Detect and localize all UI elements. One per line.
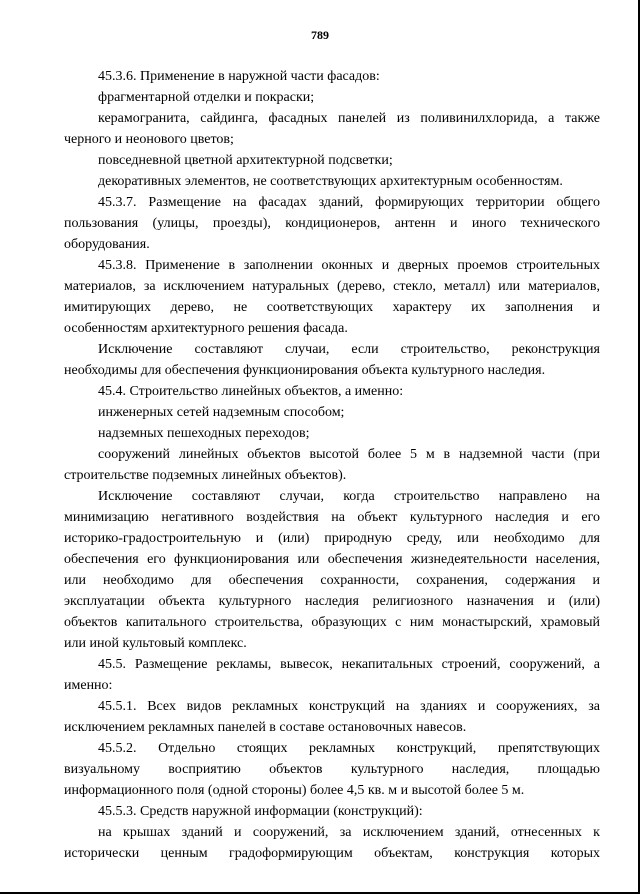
text-line: 45.5.3. Средств наружной информации (конструкций):: [98, 804, 423, 819]
text-line: 45.5.2. Отдельно стоящих рекламных конструкций, препятствующих: [98, 741, 600, 756]
text-line: инженерных сетей надземным способом;: [98, 405, 345, 420]
text-line: декоративных элементов, не соответствующих архитектурным особенностям.: [98, 174, 563, 189]
text-line: 45.5.1. Всех видов рекламных конструкций на зданиях и сооружениях, за: [98, 699, 600, 714]
text-line: особенностям архитектурного решения фасада.: [64, 321, 348, 336]
text-line: 45.3.8. Применение в заполнении оконных и дверных проемов строительных: [98, 258, 600, 273]
text-line: Исключение составляют случаи, когда строительство направлено на: [98, 489, 600, 504]
text-line: минимизацию негативного воздействия на объект культурного наследия и его: [64, 510, 600, 525]
text-line: 45.4. Строительство линейных объектов, а именно:: [98, 384, 404, 399]
text-line: 45.3.6. Применение в наружной части фасадов:: [98, 69, 380, 84]
text-line: имитирующих дерево, не соответствующих характеру их заполнения и: [64, 300, 600, 315]
text-line: строительстве подземных линейных объектов).: [64, 468, 347, 483]
text-line: 45.3.7. Размещение на фасадах зданий, формирующих территории общего: [98, 195, 600, 210]
text-line: или иной культовый комплекс.: [64, 636, 247, 651]
text-line: историко-градостроительную и (или) природную среду, или необходимо для: [64, 531, 600, 546]
text-line: информационного поля (одной стороны) более 4,5 кв. м и высотой более 5 м.: [64, 783, 525, 798]
document-body: [64, 66, 600, 864]
text-line: объектов капитального строительства, образующих с ним монастырский, храмовый: [64, 615, 600, 630]
page-number: 789: [311, 28, 329, 42]
text-line: керамогранита, сайдинга, фасадных панелей из поливинилхлорида, а также: [98, 111, 600, 126]
text-line: эксплуатации объекта культурного наследия религиозного назначения и (или): [64, 594, 600, 609]
text-line: 45.5. Размещение рекламы, вывесок, некапитальных строений, сооружений, а: [98, 657, 600, 672]
text-line: необходимы для обеспечения функционирования объекта культурного наследия.: [64, 363, 546, 378]
text-line: исключением рекламных панелей в составе остановочных навесов.: [64, 720, 467, 735]
text-line: оборудования.: [64, 237, 150, 252]
text-line: исторически ценным градоформирующим объектам, конструкция которых: [64, 846, 600, 861]
text-line: обеспечения его функционирования или обеспечения жизнедеятельности населения,: [64, 552, 600, 567]
text-line: сооружений линейных объектов высотой более 5 м в надземной части (при: [98, 447, 600, 462]
text-line: или необходимо для обеспечения сохранности, сохранения, содержания и: [64, 573, 600, 588]
text-line: пользования (улицы, проезды), кондиционеров, антенн и иного технического: [64, 216, 600, 231]
text-line: фрагментарной отделки и покраски;: [98, 90, 315, 105]
text-line: визуальному восприятию объектов культурного наследия, площадью: [64, 762, 600, 777]
text-line: именно:: [64, 678, 113, 693]
text-line: Исключение составляют случаи, если строительство, реконструкция: [98, 342, 600, 357]
text-line: на крышах зданий и сооружений, за исключением зданий, отнесенных к: [98, 825, 600, 840]
text-line: надземных пешеходных переходов;: [98, 426, 310, 441]
text-line: черного и неонового цветов;: [64, 132, 234, 147]
text-line: повседневной цветной архитектурной подсветки;: [98, 153, 393, 168]
text-line: материалов, за исключением натуральных (дерево, стекло, металл) или материалов,: [64, 279, 600, 294]
